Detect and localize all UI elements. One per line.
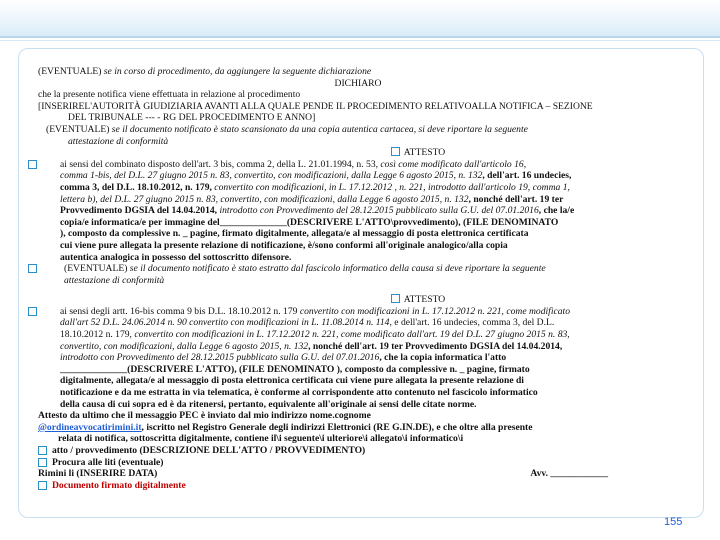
checkbox-icon[interactable] [28, 264, 37, 273]
digital-signature-note: Documento firmato digitalmente [52, 479, 186, 491]
heading-dichiaro: DICHIARO [334, 77, 382, 89]
bullet-item: atto / provvedimento (DESCRIZIONE DELL'ATTO / PROVVEDIMENTO) [38, 445, 678, 457]
text-line: (EVENTUALE) se in corso di procedimento, da aggiungere la seguente dichiarazione [38, 66, 372, 77]
document-body [38, 66, 678, 491]
header-divider-thin [0, 40, 720, 41]
text-line: attestazione di conformità [68, 135, 169, 147]
bullet-item: (EVENTUALE) se il documento notificato è stato estratto dal fascicolo informatico della causa si deve riportare la seguente attestazione di conformità [38, 263, 678, 286]
heading-attesto-1: ATTESTO [38, 147, 678, 159]
heading-attesto-2: ATTESTO [38, 294, 678, 306]
checkbox-icon[interactable] [38, 446, 47, 455]
text-line: [INSERIREL'AUTORITÀ GIUDIZIARIA AVANTI ALLA QUALE PENDE IL PROCEDIMENTO RELATIVOALLA NOTIFICA – SEZIONE [38, 100, 593, 112]
slide-header-band [0, 0, 720, 36]
checkbox-icon[interactable] [28, 307, 37, 316]
text-line: che la presente notifica viene effettuata in relazione al procedimento [38, 89, 301, 101]
text-line: (EVENTUALE) se il documento notificato è stato scansionato da una copia autentica cartacea, si deve riportare la seguente [46, 123, 528, 135]
checkbox-icon[interactable] [391, 294, 400, 303]
signature-line: Rimini li (INSERIRE DATA) Avv. ____________ [38, 468, 608, 480]
text-line: DEL TRIBUNALE --- - RG DEL PROCEDIMENTO E ANNO] [68, 112, 316, 124]
checkbox-icon[interactable] [38, 481, 47, 490]
page-number: 155 [664, 516, 683, 528]
checkbox-icon[interactable] [28, 160, 37, 169]
checkbox-icon[interactable] [38, 458, 47, 467]
bullet-item: Procura alle liti (eventuale) [38, 457, 678, 469]
text-line: Attesto da ultimo che il messaggio PEC è inviato dal mio indirizzo nome.cognome [38, 410, 371, 422]
header-divider [0, 36, 720, 38]
checkbox-icon[interactable] [391, 147, 400, 156]
bullet-item: ai sensi degli artt. 16-bis comma 9 bis D.L. 18.10.2012 n. 179 convertito con modificazioni in L. 17.12.2012 n. 221, come modificato dall'art 52 D.L. 24.06.2014 n. 90 convertito con modificazioni in L. 11.08.2014 n. 114, e dell'art. 16 undecies, comma 3, del D.L. 18.10.2012 n. 179, convertito con modificazioni in L. 17.12.2012 n. 221, come modificato dall'art. 19 del D.L. 27 giugno 2015 n. 83, convertito, con modificazioni, dalla Legge 6 agosto 2015, n. 132, nonché dell'art. 19 ter Provvedimento DGSIA del 14.04.2014, introdotto con Provvedimento del 28.12.2015 pubblicato sulla G.U. del 07.01.2016, che la copia informatica l'atto ______________(DESCRIVERE L'ATTO), (FILE DENOMINATO ), composto da complessive n. _ pagine, firmato digitalmente, allegata/e al messaggio di posta elettronica certificata cui viene pure allegata la presente relazione di notificazione e da me estratta in via telematica, è conforme al corrispondente atto contenuto nel fascicolo informatico della causa di cui sopra ed è da ritenersi, pertanto, equivalente all'originale ai sensi delle citate norme. [38, 306, 678, 410]
text-line: relata di notifica, sottoscritta digitalmente, contiene il\i seguente\i ulteriore\i allegato\i informatico\i [58, 433, 464, 445]
bullet-item [38, 480, 678, 492]
email-link[interactable]: @ordineavvocatirimini.it [38, 421, 142, 433]
text-line: @ordineavvocatirimini.it, iscritto nel Registro Generale degli indirizzi Elettronici (RE G.IN.DE), e che oltre alla presente [38, 421, 533, 433]
bullet-item: ai sensi del combinato disposto dell'art. 3 bis, comma 2, della L. 21.01.1994, n. 53, così come modificato dall'articolo 16, comma 1-bis, del D.L. 27 giugno 2015 n. 83, convertito, con modificazioni, dalla Legge 6 agosto 2015, n. 132, dell'art. 16 undecies, comma 3, del D.L. 18.10.2012, n. 179, convertito con modificazioni, in L. 17.12.2012 , n. 221, introdotto dall'articolo 19, comma 1, lettera b), del D.L. 27 giugno 2015 n. 83, convertito, con modificazioni, dalla Legge 6 agosto 2015, n. 132, nonché dell'art. 19 ter Provvedimento DGSIA del 14.04.2014, introdotto con Provvedimento del 28.12.2015 pubblicato sulla G.U. del 07.01.2016, che la/e copia/e informatica/e per immagine del______________(DESCRIVERE L'ATTO\provvedimento), (FILE DENOMINATO ), composto da complessive n. _ pagine, firmato digitalmente, allegata/e al messaggio di posta elettronica certificata cui viene pure allegata la presente relazione di notificazione, è/sono conformi all'originale analogico/alla copia autentica analogica in possesso del sottoscritto difensore. [38, 159, 678, 263]
